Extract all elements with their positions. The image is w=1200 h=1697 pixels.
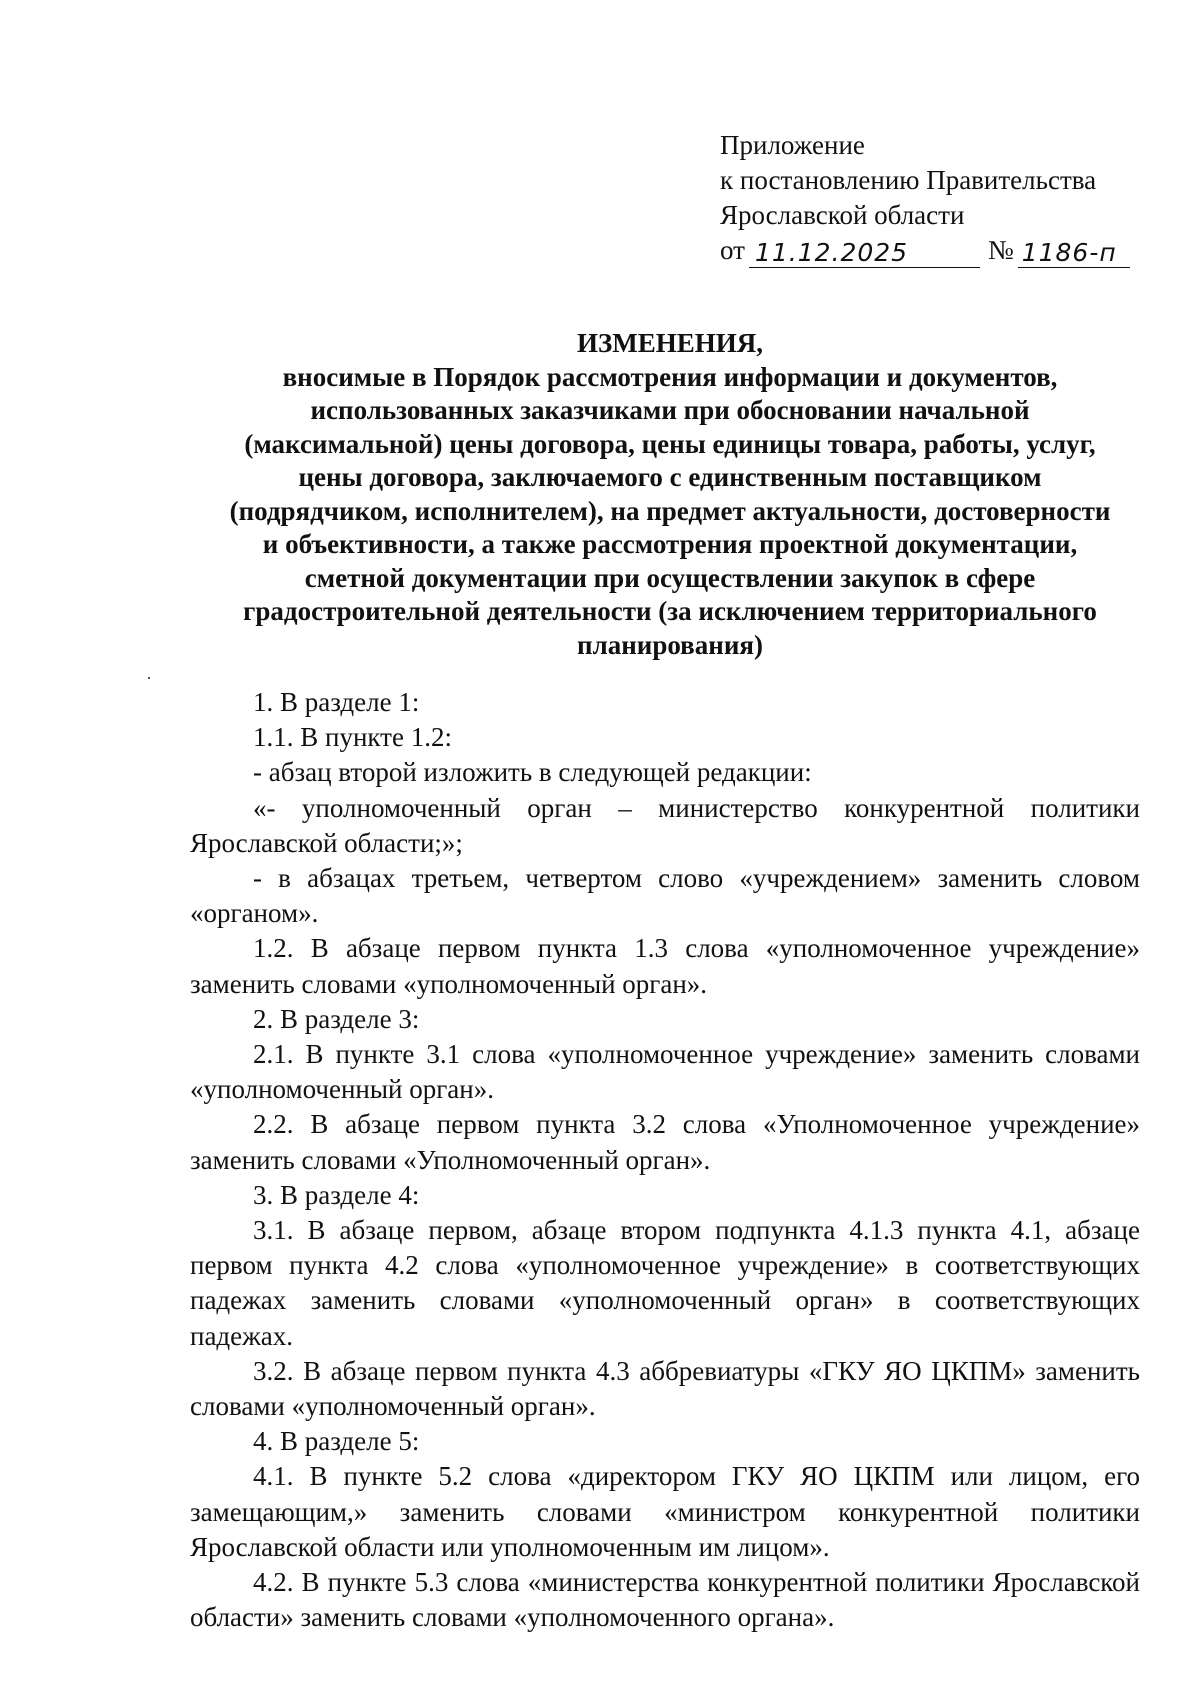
title-main: ИЗМЕНЕНИЯ,: [576, 328, 763, 358]
scan-speck: [148, 677, 150, 679]
body-paragraph: 3.1. В абзаце первом, абзаце втором подпункта 4.1.3 пункта 4.1, абзаце первом пункта 4.2 слова «уполномоченное учреждение» в соответствующих падежах заменить словами «уполномоченный орган» в соответствующих падежах.: [190, 1215, 1140, 1351]
body-paragraph: 1.1. В пункте 1.2:: [253, 722, 452, 753]
appendix-line: к постановлению Правительства: [720, 165, 1097, 195]
body-paragraph: 4.1. В пункте 5.2 слова «директором ГКУ ЯО ЦКПМ или лицом, его замещающим,» заменить словами «министром конкурентной политики Ярославской области или уполномоченным им лицом».: [190, 1461, 1140, 1562]
title-line: (максимальной) цены договора, цены единицы товара, работы, услуг,: [244, 428, 1096, 459]
document-title: [170, 327, 1170, 662]
body-paragraph: - абзац второй изложить в следующей редакции:: [253, 757, 812, 788]
body-paragraph: 4.2. В пункте 5.3 слова «министерства конкурентной политики Ярославской области» заменить словами «уполномоченного органа».: [190, 1567, 1140, 1633]
title-line: вносимые в Порядок рассмотрения информации и документов,: [282, 361, 1058, 392]
title-line: использованных заказчиками при обосновании начальной: [310, 395, 1030, 425]
body-paragraph: 1. В разделе 1:: [253, 687, 420, 717]
handwritten-date: 11.12.2025: [749, 239, 980, 268]
body-paragraph: 4. В разделе 5:: [253, 1426, 420, 1457]
title-line: цены договора, заключаемого с единственным поставщиком: [298, 462, 1042, 492]
title-line: (подрядчиком, исполнителем), на предмет актуальности, достоверности: [229, 495, 1111, 526]
title-line: сметной документации при осуществлении закупок в сфере: [304, 562, 1036, 593]
appendix-line: Приложение: [720, 130, 865, 160]
appendix-line: Ярославской области: [720, 200, 965, 230]
document-body: [190, 685, 1140, 1635]
title-line: и объективности, а также рассмотрения проектной документации,: [262, 529, 1078, 559]
body-paragraph: 3. В разделе 4:: [253, 1179, 420, 1210]
body-paragraph: 3.2. В абзаце первом пункта 4.3 аббревиатуры «ГКУ ЯО ЦКПМ» заменить словами «уполномоченный орган».: [190, 1355, 1140, 1422]
body-paragraph: 2.2. В абзаце первом пункта 3.2 слова «Уполномоченное учреждение» заменить словами «Уполномоченный орган».: [190, 1109, 1140, 1175]
title-line: градостроительной деятельности (за исключением территориального: [243, 596, 1097, 626]
body-paragraph: 1.2. В абзаце первом пункта 1.3 слова «уполномоченное учреждение» заменить словами «уполномоченный орган».: [190, 933, 1140, 999]
appendix-block: [720, 128, 1160, 268]
date-prefix: от: [720, 235, 745, 265]
body-paragraph: 2. В разделе 3:: [253, 1003, 420, 1034]
appendix-date-line: [720, 233, 1160, 268]
body-paragraph: 2.1. В пункте 3.1 слова «уполномоченное учреждение» заменить словами «уполномоченный орган».: [190, 1039, 1140, 1105]
title-line: планирования): [577, 629, 763, 660]
number-sign: №: [987, 235, 1014, 265]
body-paragraph: - в абзацах третьем, четвертом слово «учреждением» заменить словом «органом».: [190, 863, 1140, 929]
handwritten-number: 1186-п: [1018, 239, 1130, 268]
body-paragraph: «- уполномоченный орган – министерство конкурентной политики Ярославской области;»;: [190, 792, 1140, 858]
